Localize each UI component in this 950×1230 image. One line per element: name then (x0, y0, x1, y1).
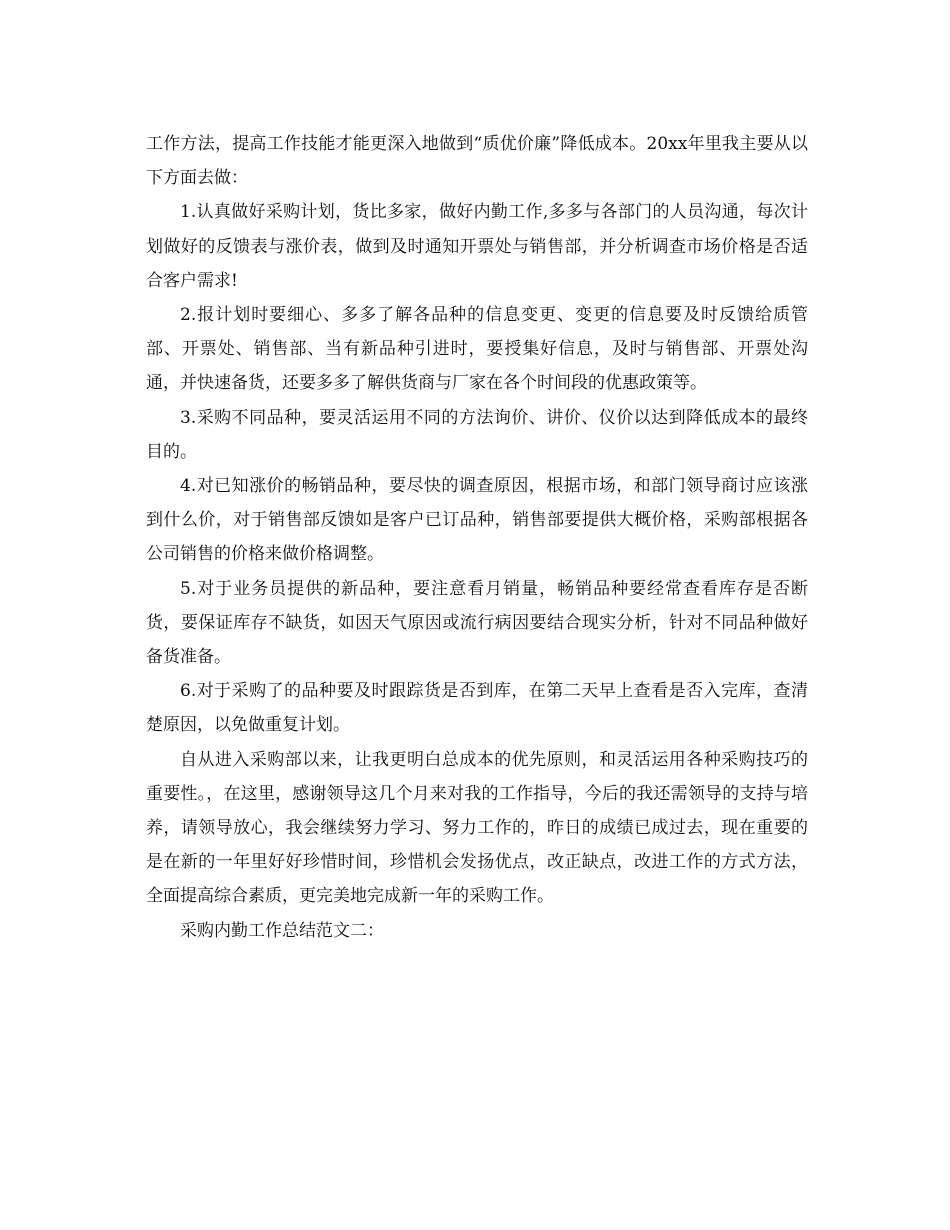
document-page (146, 127, 808, 948)
paragraph-item-1: 1.认真做好采购计划，货比多家，做好内勤工作,多多与各部门的人员沟通，每次计划做好的反馈表与涨价表，做到及时通知开票处与销售部，并分析调查市场价格是否适合客户需求! (146, 202, 808, 291)
paragraph-item-3: 3.采购不同品种，要灵活运用不同的方法询价、讲价、仪价以达到降低成本的最终目的。 (146, 407, 808, 462)
paragraph-conclusion: 自从进入采购部以来，让我更明白总成本的优先原则，和灵活运用各种采购技巧的重要性。，在这里，感谢领导这几个月来对我的工作指导，今后的我还需领导的支持与培养，请领导放心，我会继续努力学习、努力工作的，昨日的成绩已成过去，现在重要的是在新的一年里好好珍惜时间，珍惜机会发扬优点，改正缺点，改进工作的方式方法，全面提高综合素质，更完美地完成新一年的采购工作。 (146, 749, 808, 907)
paragraph-continuation: 工作方法，提高工作技能才能更深入地做到“质优价廉”降低成本。20xx年里我主要从以下方面去做： (146, 134, 808, 189)
paragraph-item-5: 5.对于业务员提供的新品种，要注意看月销量，畅销品种要经常查看库存是否断货，要保证库存不缺货，如因天气原因或流行病因要结合现实分析，针对不同品种做好备货准备。 (146, 578, 808, 668)
paragraph-item-6: 6.对于采购了的品种要及时跟踪货是否到库，在第二天早上查看是否入完库，查清楚原因，以免做重复计划。 (146, 681, 808, 736)
paragraph-item-4: 4.对已知涨价的畅销品种，要尽快的调查原因，根据市场，和部门领导商讨应该涨到什么价，对于销售部反馈如是客户已订品种，销售部要提供大概价格，采购部根据各公司销售的价格来做价格调整。 (146, 476, 808, 565)
paragraph-item-2: 2.报计划时要细心、多多了解各品种的信息变更、变更的信息要及时反馈给质管部、开票处、销售部、当有新品种引进时，要授集好信息，及时与销售部、开票处沟通，并快速备货，还要多多了解供货商与厂家在各个时间段的优惠政策等。 (146, 305, 808, 394)
section-heading-sample-two: 采购内勤工作总结范文二： (180, 920, 384, 941)
